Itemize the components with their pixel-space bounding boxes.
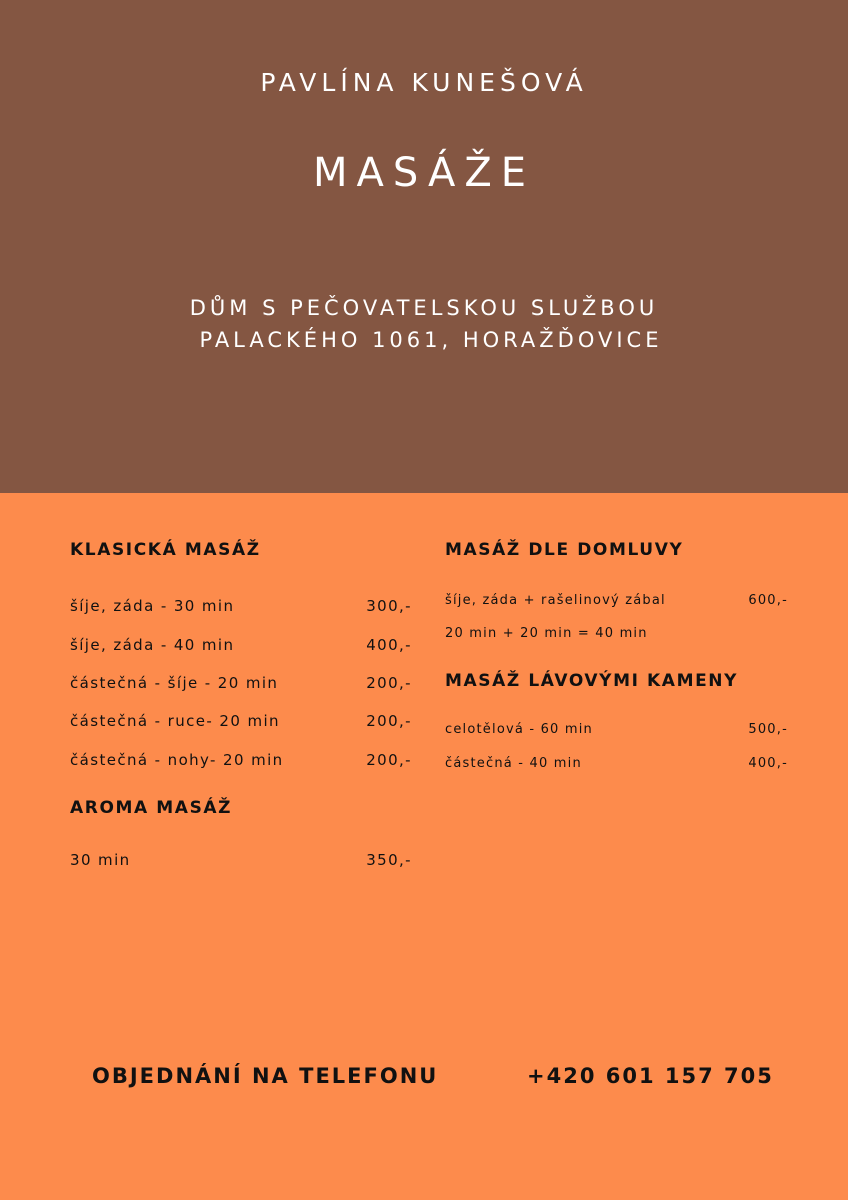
list-item-price: 200,- [366, 751, 412, 769]
list-item-name: šíje, záda - 40 min [70, 636, 235, 654]
list-item-name: 30 min [70, 851, 131, 869]
list-item-name: částečná - ruce- 20 min [70, 712, 280, 730]
list-item-name: celotělová - 60 min [445, 722, 593, 737]
section-heading-klasicka: KLASICKÁ MASÁŽ [70, 540, 261, 560]
section-heading-kameny: MASÁŽ LÁVOVÝMI KAMENY [445, 671, 739, 691]
address-line-1: DŮM S PEČOVATELSKOU SLUŽBOU [189, 296, 659, 320]
list-item-price: 300,- [366, 597, 412, 615]
list-item-name: 20 min + 20 min = 40 min [445, 626, 648, 641]
author-name: PAVLÍNA KUNEŠOVÁ [260, 68, 588, 97]
list-item-name: šíje, záda - 30 min [70, 597, 235, 615]
list-item-price: 500,- [748, 722, 788, 737]
contact-phone: +420 601 157 705 [527, 1064, 774, 1088]
address-line-2: PALACKÉHO 1061, HORAŽĎOVICE [199, 328, 663, 352]
list-item-price: 400,- [366, 636, 412, 654]
list-item-price: 600,- [748, 593, 788, 608]
list-item-price: 350,- [366, 851, 412, 869]
list-item-name: částečná - nohy- 20 min [70, 751, 284, 769]
section-heading-aroma: AROMA MASÁŽ [70, 798, 233, 818]
header-panel [0, 0, 848, 493]
list-item-price: 200,- [366, 712, 412, 730]
list-item-price: 200,- [366, 674, 412, 692]
page-title: MASÁŽE [312, 150, 536, 196]
price-list-panel [0, 493, 848, 1200]
list-item-name: šíje, záda + rašelinový zábal [445, 593, 666, 608]
contact-label: OBJEDNÁNÍ NA TELEFONU [92, 1064, 439, 1088]
list-item-name: částečná - šíje - 20 min [70, 674, 279, 692]
section-heading-domluva: MASÁŽ DLE DOMLUVY [445, 540, 684, 560]
list-item-name: částečná - 40 min [445, 756, 582, 771]
list-item-price: 400,- [748, 756, 788, 771]
